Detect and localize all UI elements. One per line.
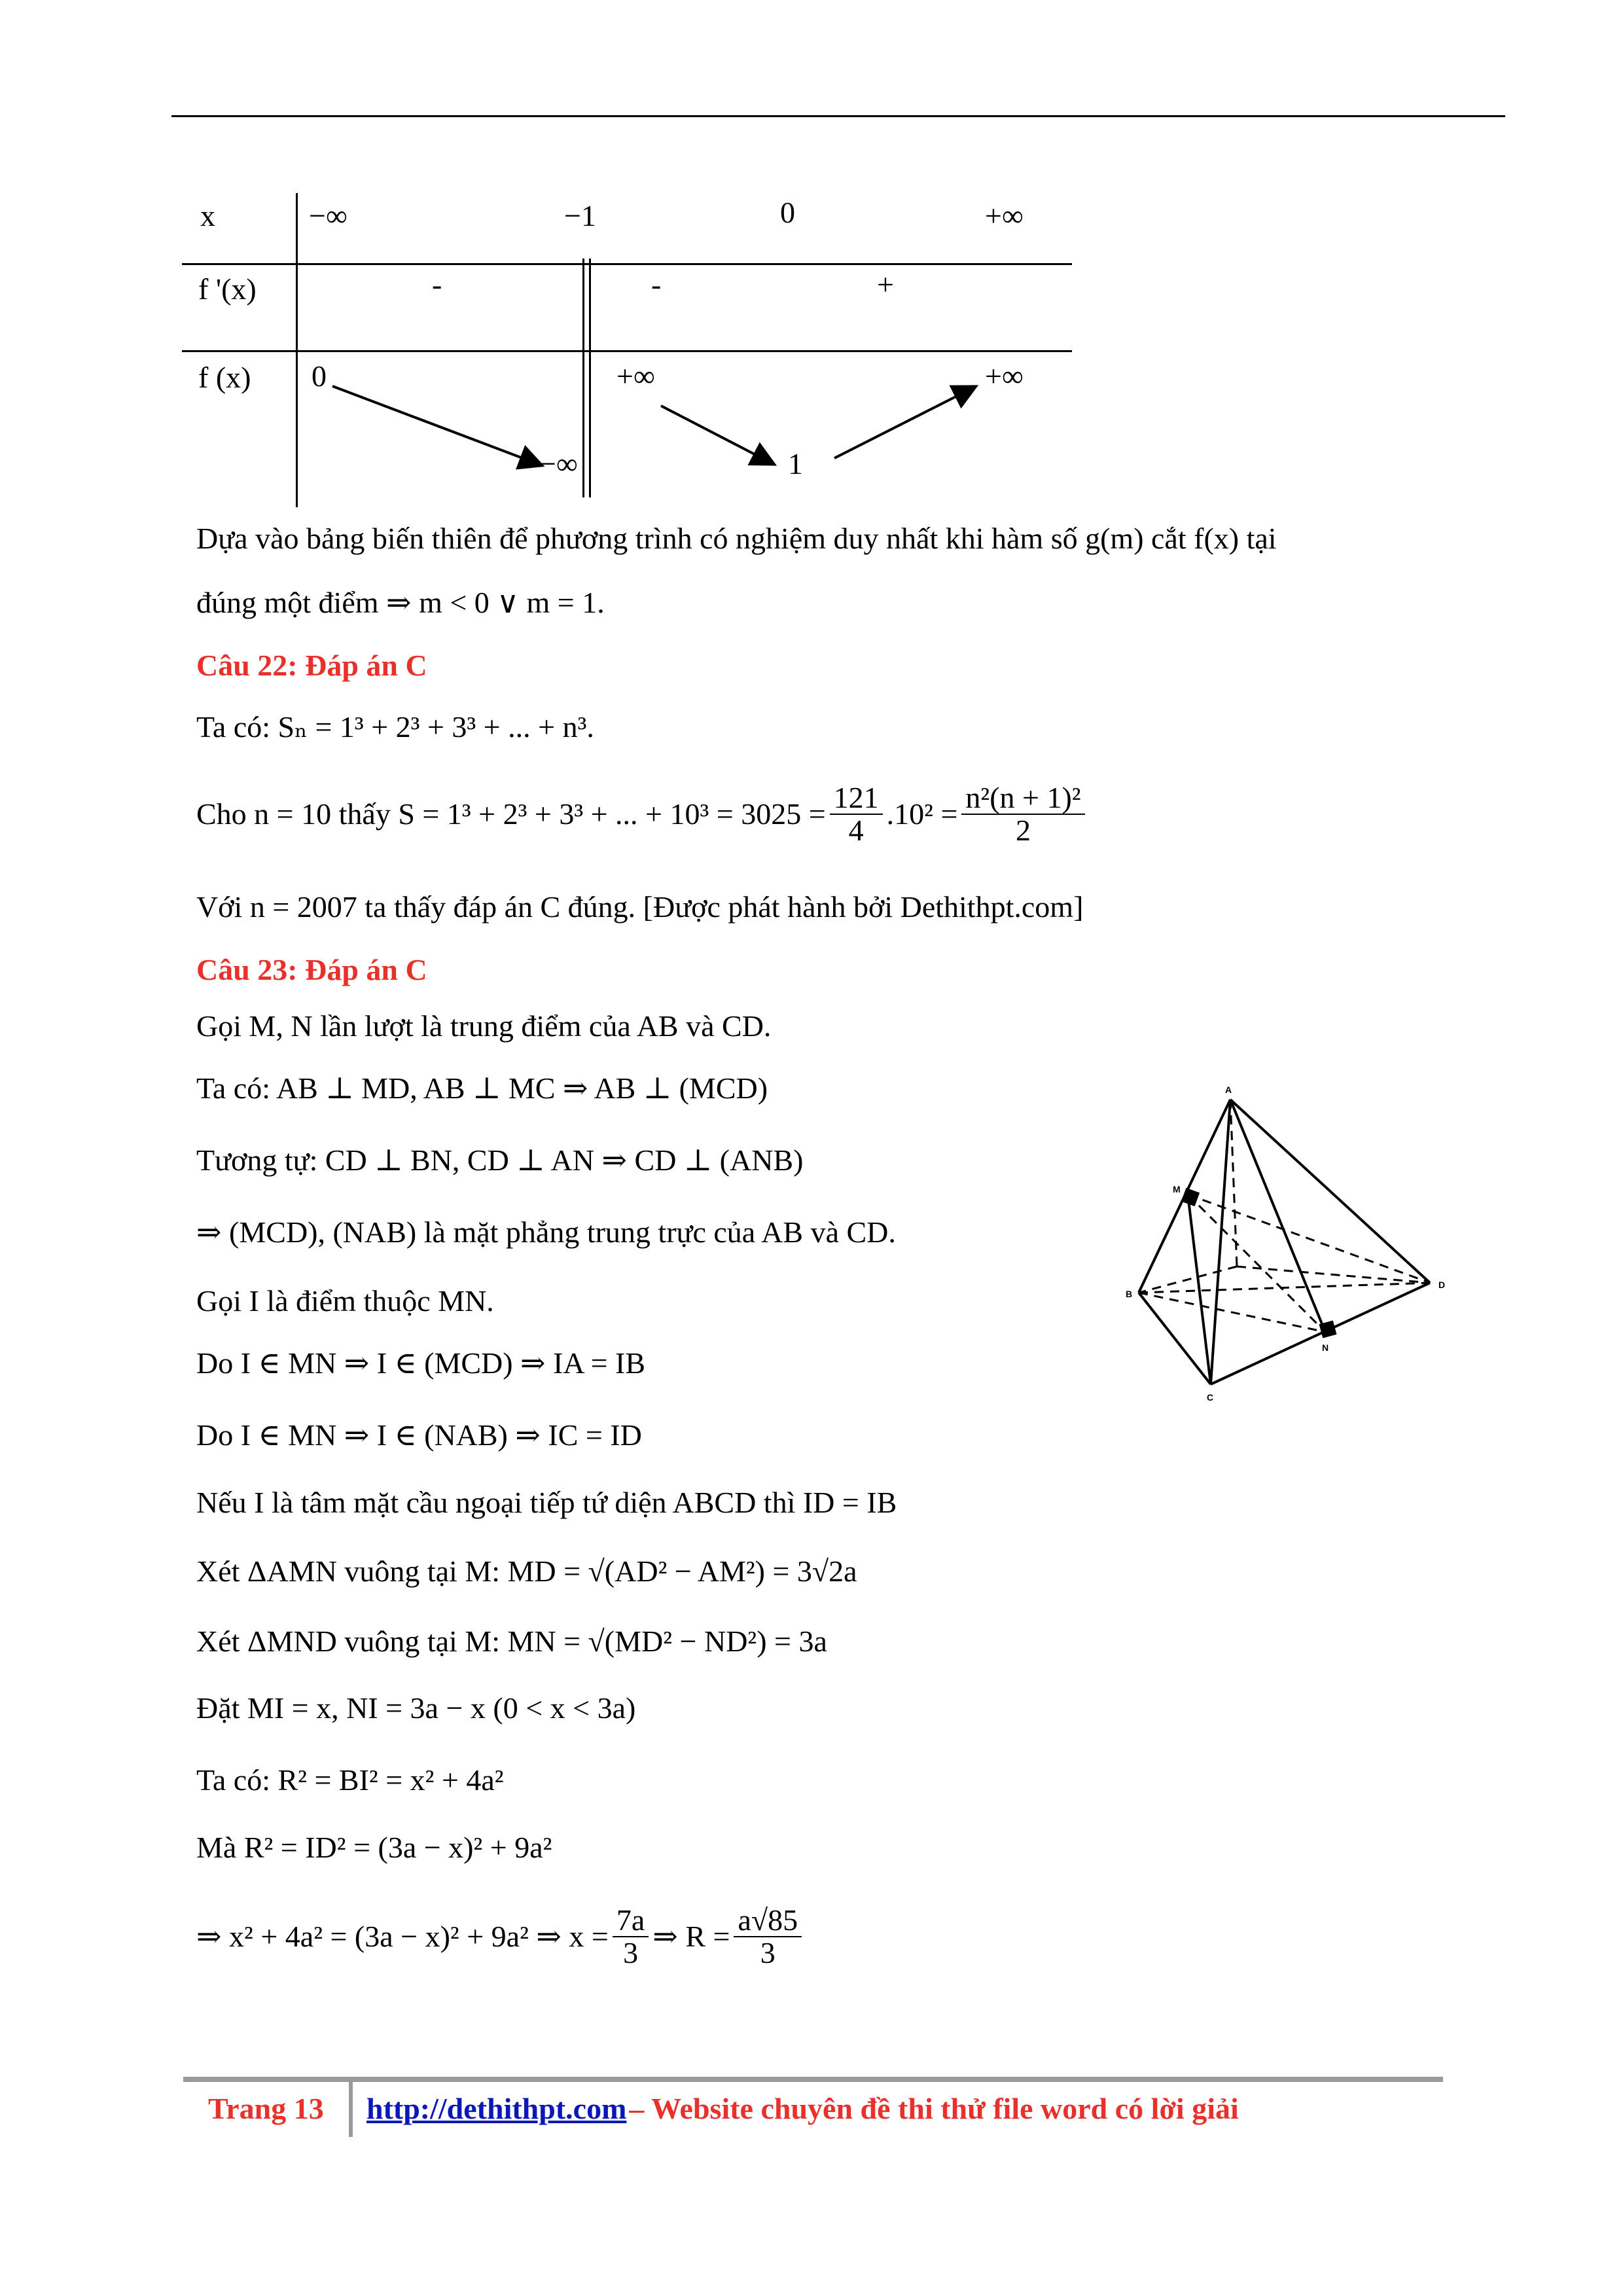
q23-line-11: Ta có: R² = BI² = x² + 4a²: [196, 1763, 504, 1797]
q23-final-frac1-num: 7a: [613, 1905, 649, 1937]
f-mid-top: +∞: [616, 359, 655, 393]
footer-tagline: – Website chuyên đề thi thử file word có lời giải: [629, 2092, 1239, 2125]
q22-line-1: Ta có: Sₙ = 1³ + 2³ + 3³ + ... + n³.: [196, 710, 594, 744]
arrow-increase: [834, 387, 974, 458]
x-value-neg-inf: −∞: [309, 199, 348, 232]
q23-line-0: Gọi M, N lần lượt là trung điểm của AB và CD.: [196, 1009, 772, 1043]
q22-frac1-num: 121: [830, 782, 883, 815]
x-value-zero: 0: [780, 196, 795, 229]
q23-line-7: Nếu I là tâm mặt cầu ngoại tiếp tứ diện ABCD thì ID = IB: [196, 1486, 897, 1519]
q23-line-9: Xét ΔMND vuông tại M: MN = √(MD² − ND²) = 3a: [196, 1624, 827, 1658]
intro-line-1: Dựa vào bảng biến thiên để phương trình có nghiệm duy nhất khi hàm số g(m) cắt f(x) tại: [196, 522, 1277, 555]
row-label-derivative: f '(x): [198, 272, 257, 306]
q23-heading: Câu 23: Đáp án C: [196, 953, 427, 986]
footer-rule: [183, 2077, 1443, 2082]
q23-line-1: Ta có: AB ⊥ MD, AB ⊥ MC ⇒ AB ⊥ (MCD): [196, 1071, 768, 1105]
q23-line-4: Gọi I là điểm thuộc MN.: [196, 1284, 494, 1318]
q23-line-6: Do I ∈ MN ⇒ I ∈ (NAB) ⇒ IC = ID: [196, 1418, 642, 1452]
q23-final-frac2-den: 3: [760, 1936, 776, 1970]
vertex-label-d: D: [1438, 1280, 1446, 1290]
arrow-decrease-1: [332, 386, 540, 465]
q22-line-3: Với n = 2007 ta thấy đáp án C đúng. [Được phát hành bởi Dethithpt.com]: [196, 890, 1084, 924]
q23-final-frac2-num: a√85: [734, 1905, 802, 1937]
f-mid-min: 1: [788, 447, 803, 480]
row-label-x: x: [200, 199, 215, 232]
q23-line-12: Mà R² = ID² = (3a − x)² + 9a²: [196, 1831, 552, 1864]
vertex-label-b: B: [1126, 1289, 1133, 1299]
sign-3: +: [877, 268, 894, 301]
vertex-label-m: M: [1173, 1184, 1181, 1194]
q22-frac1-den: 4: [848, 814, 864, 848]
q23-final-mid: ⇒ R =: [652, 1920, 730, 1954]
right-angle-mark-m: [1181, 1188, 1200, 1206]
tetrahedron-figure: [1113, 1073, 1479, 1414]
q23-final-prefix: ⇒ x² + 4a² = (3a − x)² + 9a² ⇒ x =: [196, 1920, 609, 1954]
intro-line-2: đúng một điểm ⇒ m < 0 ∨ m = 1.: [196, 586, 605, 619]
q22-fraction-2: [961, 782, 1084, 847]
q22-line-2-prefix: Cho n = 10 thấy S = 1³ + 2³ + 3³ + ... + 10³ = 3025 =: [196, 797, 826, 831]
arrow-decrease-2: [661, 406, 772, 463]
q22-frac2-num: n²(n + 1)²: [961, 782, 1084, 815]
q23-line-3: ⇒ (MCD), (NAB) là mặt phẳng trung trực của AB và CD.: [196, 1215, 896, 1249]
x-value-neg-one: −1: [564, 199, 596, 232]
q22-heading: Câu 22: Đáp án C: [196, 649, 427, 682]
q22-line-2: [196, 782, 1089, 847]
footer-divider: [349, 2082, 353, 2137]
vertex-label-c: C: [1207, 1392, 1214, 1403]
footer-link[interactable]: http://dethithpt.com: [366, 2092, 627, 2125]
vertex-label-n: N: [1322, 1342, 1329, 1353]
f-right-top: +∞: [985, 359, 1024, 393]
q22-line-2-mid: .10² =: [886, 797, 958, 831]
q23-line-10: Đặt MI = x, NI = 3a − x (0 < x < 3a): [196, 1691, 636, 1725]
footer-text: [366, 2091, 1239, 2126]
q23-line-8: Xét ΔAMN vuông tại M: MD = √(AD² − AM²) = 3√2a: [196, 1554, 857, 1588]
sign-1: -: [432, 268, 442, 301]
sign-2: -: [651, 268, 662, 301]
vertex-label-a: A: [1225, 1085, 1232, 1095]
table-arrows: [0, 0, 1623, 524]
q23-line-5: Do I ∈ MN ⇒ I ∈ (MCD) ⇒ IA = IB: [196, 1346, 646, 1380]
q22-frac2-den: 2: [1015, 814, 1031, 848]
q22-fraction-1: [830, 782, 883, 847]
q23-line-2: Tương tự: CD ⊥ BN, CD ⊥ AN ⇒ CD ⊥ (ANB): [196, 1143, 804, 1177]
x-value-pos-inf: +∞: [985, 199, 1024, 232]
q23-final-line: [196, 1905, 806, 1969]
f-start: 0: [312, 359, 327, 393]
q23-final-fraction-1: [613, 1905, 649, 1969]
footer-page-label: Trang 13: [208, 2092, 324, 2125]
q23-final-frac1-den: 3: [623, 1936, 639, 1970]
f-left-bottom: −∞: [539, 447, 578, 480]
row-label-function: f (x): [198, 361, 251, 394]
q23-final-fraction-2: [734, 1905, 802, 1969]
